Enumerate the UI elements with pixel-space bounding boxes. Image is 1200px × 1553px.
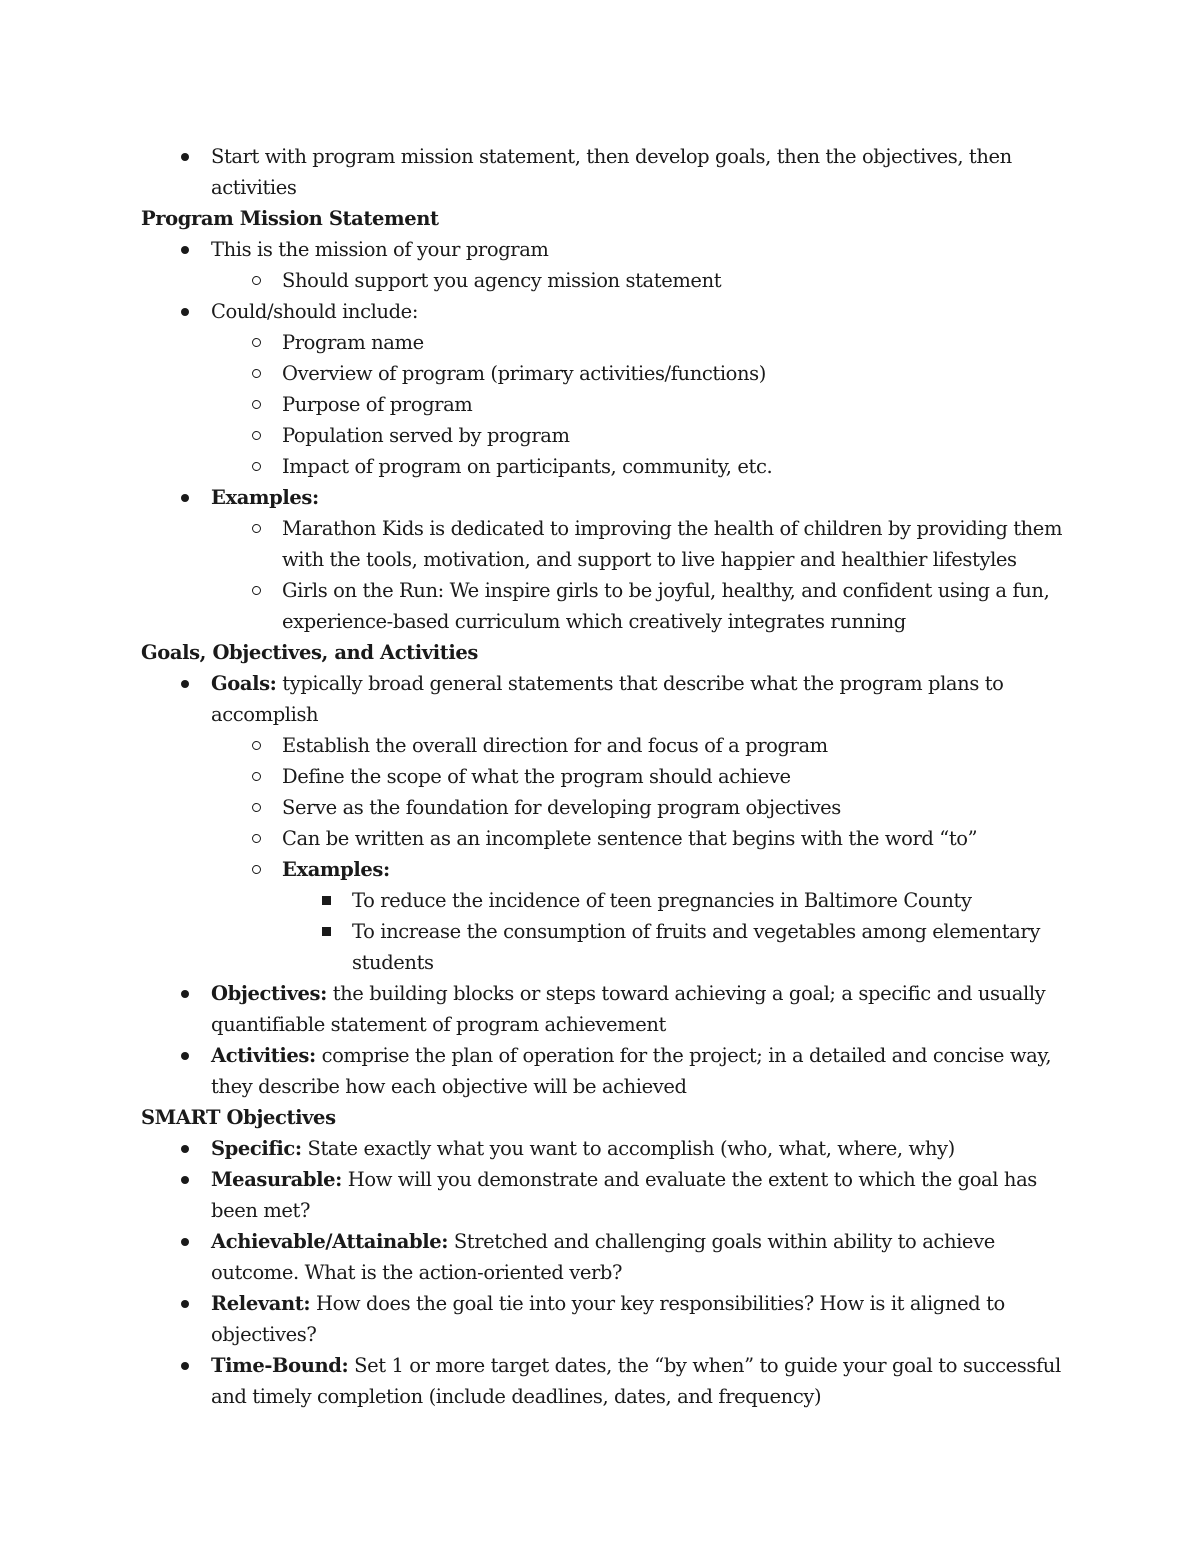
mission-item-text: Could/should include: [211,300,418,323]
smart-measurable-continued [0,1195,1200,1226]
objectives-text: quantifiable statement of program achievement [211,1013,666,1036]
smart-timebound-continued [0,1381,1200,1412]
mission-item [0,234,1200,265]
intro-text-line2: activities [211,176,297,199]
mission-heading: Program Mission Statement [141,207,439,230]
goals-list-item [0,792,1200,823]
bullet-disc-icon [175,1226,195,1257]
bullet-circle-icon [246,730,266,761]
bullet-disc-icon [175,978,195,1009]
bullet-circle-icon [246,761,266,792]
activities-label: Activities: [211,1044,316,1067]
smart-measurable-item [0,1164,1200,1195]
intro-text-line1: Start with program mission statement, then develop goals, then the objectives, then [211,145,1012,168]
goals-item [0,668,1200,699]
include-list-item [0,389,1200,420]
bullet-disc-icon [175,1040,195,1071]
goals-list-item [0,761,1200,792]
objectives-text: the building blocks or steps toward achieving a goal; a specific and usually [326,982,1046,1005]
goals-heading: Goals, Objectives, and Activities [141,641,478,664]
mission-subitem [0,265,1200,296]
goals-list-text: Can be written as an incomplete sentence that begins with the word “to” [282,827,978,850]
include-list-text: Population served by program [282,424,570,447]
smart-specific-label: Specific: [211,1137,302,1160]
smart-achievable-item [0,1226,1200,1257]
smart-measurable-text: How will you demonstrate and evaluate the extent to which the goal has [341,1168,1037,1191]
bullet-disc-icon [175,1164,195,1195]
bullet-circle-icon [246,420,266,451]
mission-examples-label: Examples: [211,486,319,509]
intro-bullet [0,141,1200,172]
activities-text: comprise the plan of operation for the project; in a detailed and concise way, [315,1044,1052,1067]
include-list-text: Program name [282,331,424,354]
goals-text: typically broad general statements that describe what the program plans to [276,672,1004,695]
goals-list-item [0,823,1200,854]
include-list-text: Impact of program on participants, community, etc. [282,455,773,478]
mission-example-text: with the tools, motivation, and support to live happier and healthier lifestyles [282,548,1017,571]
objectives-item [0,978,1200,1009]
smart-timebound-item [0,1350,1200,1381]
include-list-item [0,451,1200,482]
smart-relevant-item [0,1288,1200,1319]
bullet-circle-icon [246,389,266,420]
bullet-circle-icon [246,327,266,358]
goals-item-continued [0,699,1200,730]
smart-timebound-label: Time-Bound: [211,1354,349,1377]
activities-text: they describe how each objective will be achieved [211,1075,687,1098]
document-page [0,141,1200,1412]
objectives-label: Objectives: [211,982,327,1005]
smart-relevant-label: Relevant: [211,1292,311,1315]
bullet-disc-icon [175,1133,195,1164]
bullet-circle-icon [246,451,266,482]
bullet-circle-icon [246,854,266,885]
smart-achievable-text: outcome. What is the action-oriented verb? [211,1261,623,1284]
bullet-disc-icon [175,234,195,265]
goals-example-continued [0,947,1200,978]
activities-item [0,1040,1200,1071]
goals-list-item [0,730,1200,761]
bullet-circle-icon [246,265,266,296]
goals-examples-item [0,854,1200,885]
objectives-item-continued [0,1009,1200,1040]
intro-bullet-continued [0,172,1200,203]
smart-achievable-label: Achievable/Attainable: [211,1230,449,1253]
smart-achievable-continued [0,1257,1200,1288]
smart-relevant-text: How does the goal tie into your key responsibilities? How is it aligned to [310,1292,1005,1315]
bullet-disc-icon [175,668,195,699]
smart-measurable-label: Measurable: [211,1168,342,1191]
mission-item [0,296,1200,327]
mission-example-text: Marathon Kids is dedicated to improving the health of children by providing them [282,517,1063,540]
goals-list-text: Define the scope of what the program should achieve [282,765,791,788]
bullet-disc-icon [175,1288,195,1319]
goals-list-text: Serve as the foundation for developing program objectives [282,796,841,819]
mission-example-continued [0,606,1200,637]
bullet-circle-icon [246,792,266,823]
bullet-square-icon [316,885,336,916]
smart-specific-text: State exactly what you want to accomplish (who, what, where, why) [301,1137,955,1160]
smart-relevant-text: objectives? [211,1323,317,1346]
include-list-text: Purpose of program [282,393,473,416]
mission-example [0,513,1200,544]
mission-example [0,575,1200,606]
bullet-circle-icon [246,513,266,544]
smart-timebound-text: Set 1 or more target dates, the “by when” to guide your goal to successful [348,1354,1061,1377]
smart-relevant-continued [0,1319,1200,1350]
bullet-circle-icon [246,823,266,854]
goals-label: Goals: [211,672,277,695]
include-list-item [0,420,1200,451]
bullet-circle-icon [246,575,266,606]
include-list-item [0,358,1200,389]
smart-timebound-text: and timely completion (include deadlines, dates, and frequency) [211,1385,822,1408]
goals-examples-label: Examples: [282,858,390,881]
bullet-disc-icon [175,482,195,513]
goals-list-text: Establish the overall direction for and focus of a program [282,734,828,757]
bullet-disc-icon [175,141,195,172]
include-list-text: Overview of program (primary activities/functions) [282,362,766,385]
mission-example-text: experience-based curriculum which creatively integrates running [282,610,906,633]
smart-specific-item [0,1133,1200,1164]
activities-item-continued [0,1071,1200,1102]
smart-heading: SMART Objectives [141,1106,336,1129]
smart-achievable-text: Stretched and challenging goals within ability to achieve [448,1230,995,1253]
mission-subitem-text: Should support you agency mission statement [282,269,722,292]
bullet-square-icon [316,916,336,947]
goals-example [0,885,1200,916]
goals-example-text: To increase the consumption of fruits and vegetables among elementary [352,920,1040,943]
mission-item-text: This is the mission of your program [211,238,549,261]
bullet-disc-icon [175,1350,195,1381]
goals-example-text: students [352,951,434,974]
mission-example-text: Girls on the Run: We inspire girls to be joyful, healthy, and confident using a fun, [282,579,1050,602]
bullet-circle-icon [246,358,266,389]
goals-text: accomplish [211,703,319,726]
mission-examples-item [0,482,1200,513]
mission-example-continued [0,544,1200,575]
bullet-disc-icon [175,296,195,327]
smart-measurable-text: been met? [211,1199,311,1222]
goals-example [0,916,1200,947]
goals-example-text: To reduce the incidence of teen pregnancies in Baltimore County [352,889,972,912]
include-list-item [0,327,1200,358]
